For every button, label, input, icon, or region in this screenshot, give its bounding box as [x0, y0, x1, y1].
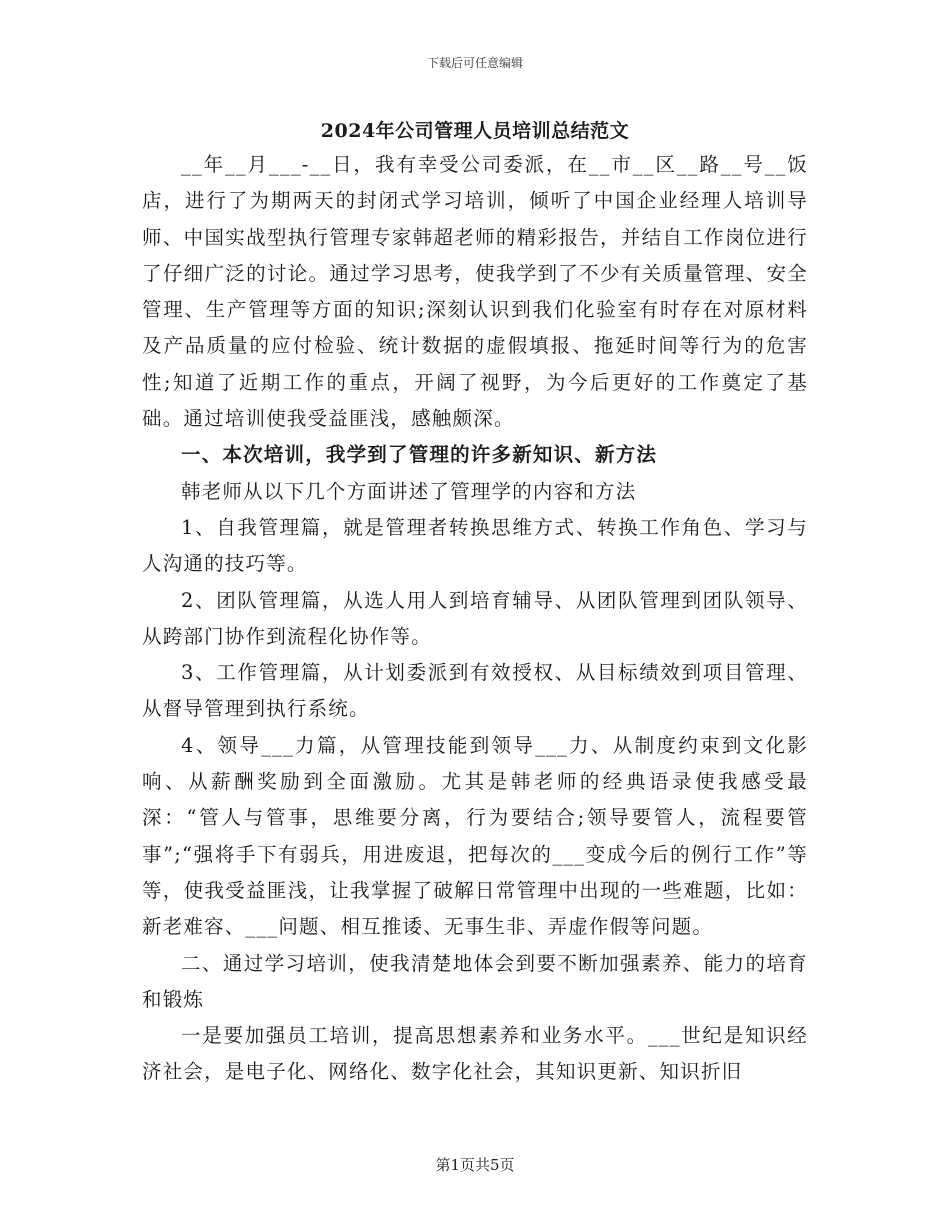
page-indicator: 第1页共5页	[435, 1156, 515, 1174]
list-item-team-management: 2、团队管理篇，从选人用人到培育辅导、从团队管理到团队领导、从跨部门协作到流程化协作等。	[142, 588, 808, 648]
section-heading-1: 一、本次培训，我学到了管理的许多新知识、新方法	[181, 443, 658, 467]
section-1-intro: 韩老师从以下几个方面讲述了管理学的内容和方法	[181, 479, 637, 503]
list-item-work-management: 3、工作管理篇，从计划委派到有效授权、从目标绩效到项目管理、从督导管理到执行系统。	[142, 661, 808, 721]
document-body	[142, 147, 808, 1091]
list-item-self-management: 1、自我管理篇，就是管理者转换思维方式、转换工作角色、学习与人沟通的技巧等。	[142, 515, 808, 576]
section-heading-2: 二、通过学习培训，使我清楚地体会到要不断加强素养、能力的培育和锻炼	[142, 951, 808, 1011]
document-title: 2024年公司管理人员培训总结范文	[320, 120, 630, 142]
list-item-leadership: 4、领导___力篇，从管理技能到领导___力、从制度约束到文化影响、从薪酬奖励到全面激励。尤其是韩老师的经典语录使我感受最深：“管人与管事，思维要分离，行为要结合;领导要管人，流程要管事”;“强将手下有弱兵，用进废退，把每次的___变成今后的例行工作”等等，使我受益匪浅，让我掌握了破解日常管理中出现的一些难题，比如：新老难容、___问题、相互推诿、无事生非、弄虚作假等问题。	[142, 733, 808, 939]
section-2-paragraph: 一是要加强员工培训，提高思想素养和业务水平。___世纪是知识经济社会，是电子化、网络化、数字化社会，其知识更新、知识折旧	[142, 1024, 808, 1084]
header-note: 下载后可任意编辑	[426, 56, 523, 70]
intro-paragraph: __年__月___-__日，我有幸受公司委派，在__市__区__路__号__饭店，进行了为期两天的封闭式学习培训，倾听了中国企业经理人培训导师、中国实战型执行管理专家韩超老师的精彩报告，并结自工作岗位进行了仔细广泛的讨论。通过学习思考，使我学到了不少有关质量管理、安全管理、生产管理等方面的知识;深刻认识到我们化验室有时存在对原材料及产品质量的应付检验、统计数据的虚假填报、拖延时间等行为的危害性;知道了近期工作的重点，开阔了视野，为今后更好的工作奠定了基础。通过培训使我受益匪浅，感触颇深。	[142, 153, 808, 431]
